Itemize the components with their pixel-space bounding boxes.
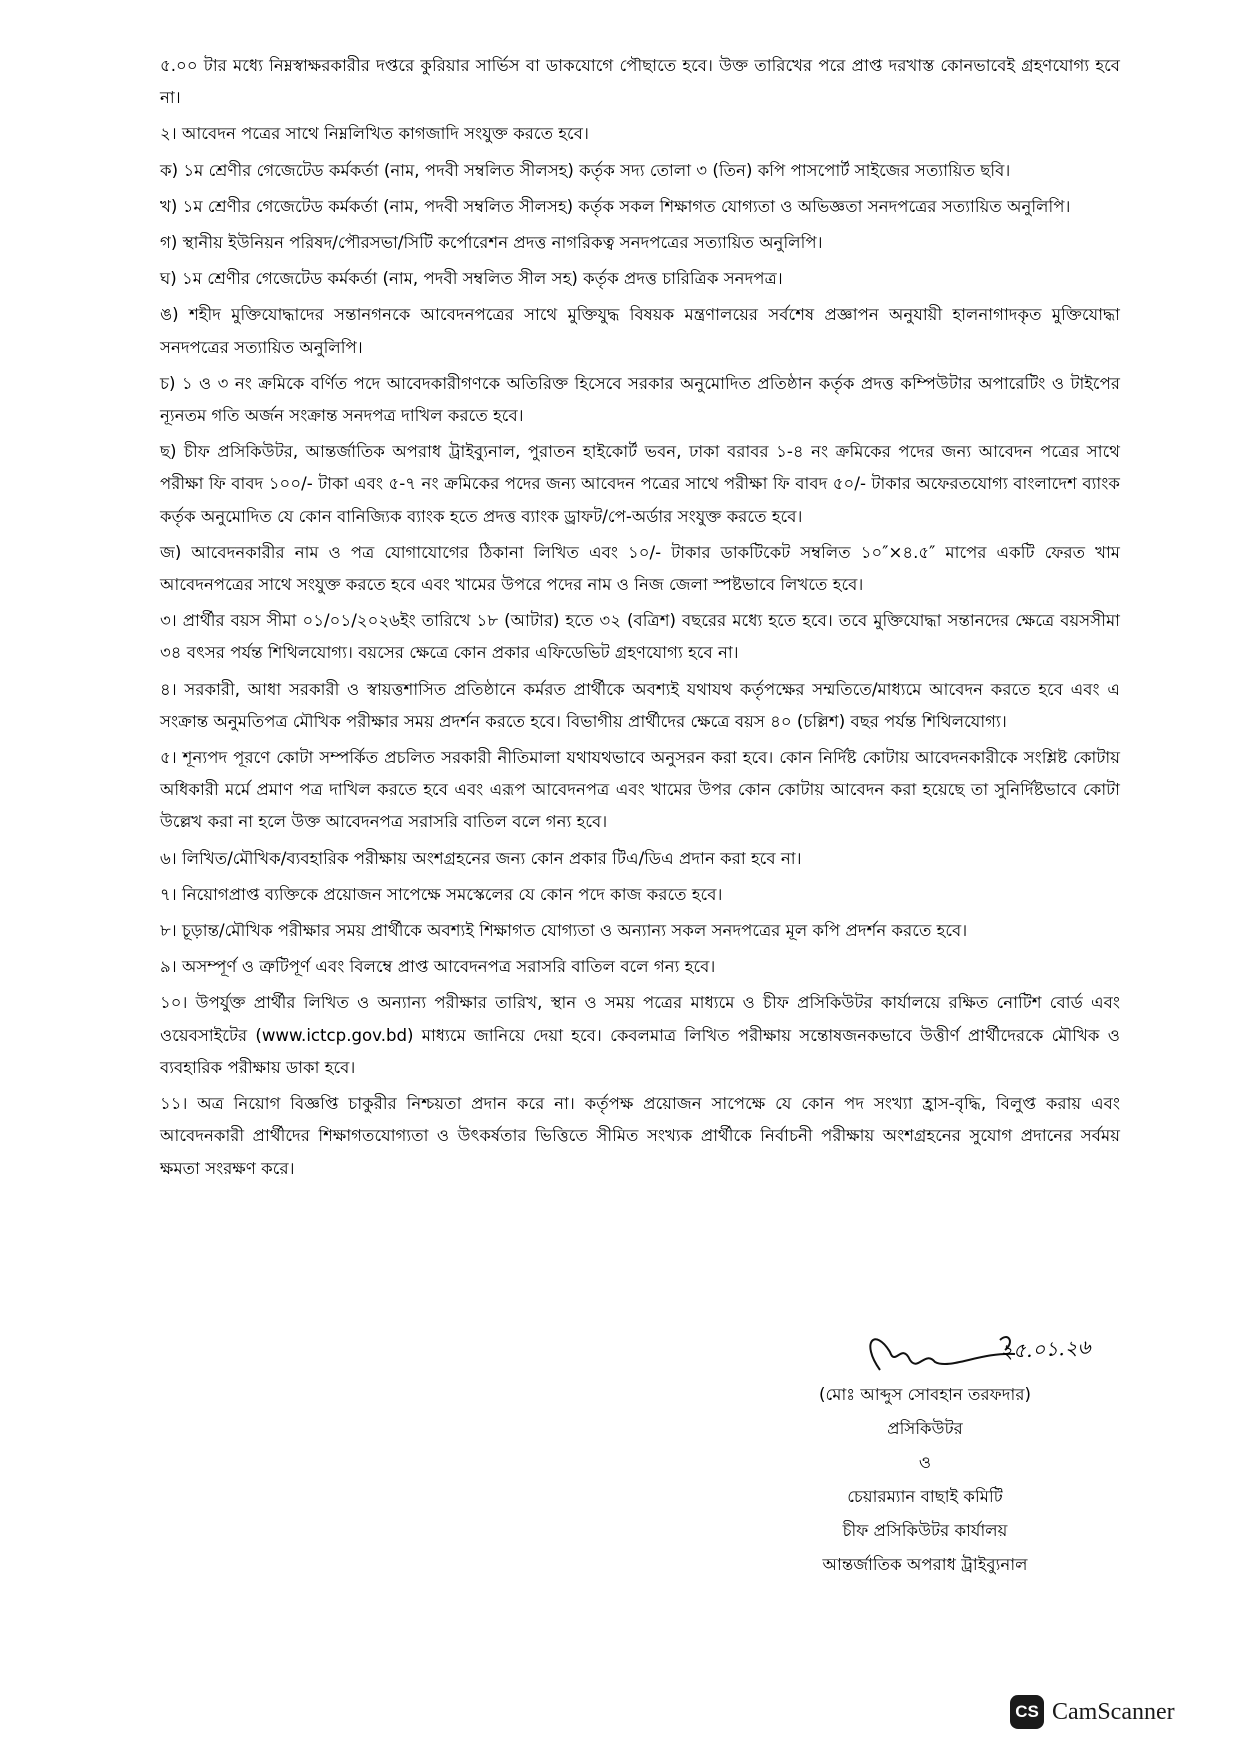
camscanner-watermark	[1010, 1690, 1175, 1734]
paragraph-9: ৯। অসম্পূর্ণ ও ত্রুটিপূর্ণ এবং বিলম্বে প্রাপ্ত আবেদনপত্র সরাসরি বাতিল বলে গন্য হবে।	[160, 957, 716, 977]
paragraph-3: ৩। প্রার্থীর বয়স সীমা ০১/০১/২০২৬ইং তারিখে ১৮ (আটার) হতে ৩২ (বত্রিশ) বছরের মধ্যে হতে হবে। তবে মুক্তিযোদ্ধা সন্তানদের ক্ষেত্রে বয়সসীমা ৩৪ বৎসর পর্যন্ত শিথিলযোগ্য। বয়সের ক্ষেত্রে কোন প্রকার এফিডেভিট গ্রহণযোগ্য হবে না।	[160, 611, 1120, 663]
paragraph-2: ২। আবেদন পত্রের সাথে নিম্নলিখিত কাগজাদি সংযুক্ত করতে হবে।	[160, 124, 589, 144]
camscanner-logo-icon: CS	[1010, 1695, 1044, 1729]
paragraph-2-uma: ঙ) শহীদ মুক্তিযোদ্ধাদের সন্তানগনকে আবেদনপত্রের সাথে মুক্তিযুদ্ধ বিষয়ক মন্ত্রণালয়ের সর্বশেষ প্রজ্ঞাপন অনুযায়ী হালনাগাদকৃত মুক্তিযোদ্ধা সনদপত্রের সত্যায়িত অনুলিপি।	[160, 305, 1120, 357]
paragraph-2-gha: ঘ) ১ম শ্রেণীর গেজেটেড কর্মকর্তা (নাম, পদবী সম্বলিত সীল সহ) কর্তৃক প্রদত্ত চারিত্রিক সনদপত্র।	[160, 269, 783, 289]
paragraph-4: ৪। সরকারী, আধা সরকারী ও স্বায়ত্তশাসিত প্রতিষ্ঠানে কর্মরত প্রার্থীকে অবশ্যই যথাযথ কর্তৃপক্ষের সম্মতিতে/মাধ্যমে আবেদন করতে হবে এবং এ সংক্রান্ত অনুমতিপত্র মৌখিক পরীক্ষার সময় প্রদর্শন করতে হবে। বিভাগীয় প্রার্থীদের ক্ষেত্রে বয়স ৪০ (চল্লিশ) বছর পর্যন্ত শিথিলযোগ্য।	[160, 679, 1120, 731]
paragraph-2-kha: খ) ১ম শ্রেণীর গেজেটেড কর্মকর্তা (নাম, পদবী সম্বলিত সীলসহ) কর্তৃক সকল শিক্ষাগত যোগ্যতা ও অভিজ্ঞতা সনদপত্রের সত্যায়িত অনুলিপি।	[160, 196, 1071, 216]
paragraph-11: ১১। অত্র নিয়োগ বিজ্ঞপ্তি চাকুরীর নিশ্চয়তা প্রদান করে না। কর্তৃপক্ষ প্রয়োজন সাপেক্ষে যে কোন পদ সংখ্যা হ্রাস-বৃদ্ধি, বিলুপ্ত করায় এবং আবেদনকারী প্রার্থীদের শিক্ষাগতযোগ্যতা ও উৎকর্ষতার ভিত্তিতে সীমিত সংখ্যক প্রার্থীকে নির্বাচনী পরীক্ষায় অংশগ্রহনের সুযোগ প্রদানের সর্বময় ক্ষমতা সংরক্ষণ করে।	[160, 1094, 1120, 1178]
signatory-office: চীফ প্রসিকিউটর কার্যালয়	[842, 1521, 1008, 1540]
paragraph-2-cha: চ) ১ ও ৩ নং ক্রমিকে বর্ণিত পদে আবেদকারীগণকে অতিরিক্ত হিসেবে সরকার অনুমোদিত প্রতিষ্ঠান কর্তৃক প্রদত্ত কম্পিউটার অপারেটিং ও টাইপের ন্যূনতম গতি অর্জন সংক্রান্ত সনদপত্র দাখিল করতে হবে।	[160, 373, 1120, 426]
paragraph-2-ga: গ) স্থানীয় ইউনিয়ন পরিষদ/পৌরসভা/সিটি কর্পোরেশন প্রদত্ত নাগরিকত্ব সনদপত্রের সত্যায়িত অনুলিপি।	[160, 233, 823, 253]
signatory-name: (মোঃ আব্দুস সোবহান তরফদার)	[819, 1385, 1031, 1404]
signatory-title: প্রসিকিউটর	[887, 1419, 963, 1438]
signatory-organization: আন্তর্জাতিক অপরাধ ট্রাইব্যুনাল	[822, 1555, 1028, 1574]
paragraph-5: ৫। শূন্যপদ পূরণে কোটা সম্পর্কিত প্রচলিত সরকারী নীতিমালা যথাযথভাবে অনুসরন করা হবে। কোন নির্দিষ্ট কোটায় আবেদনকারীকে সংশ্লিষ্ট কোটায় অধিকারী মর্মে প্রমাণ পত্র দাখিল করতে হবে এবং এরূপ আবেদনপত্র এবং খামের উপর কোন কোটায় আবেদন করা হয়েছে তা সুনির্দিষ্টভাবে কোটা উল্লেখ করা না হলে উক্ত আবেদনপত্র সরাসরি বাতিল বলে গন্য হবে।	[160, 748, 1120, 832]
signature-date: ২৫.০১.২৬	[999, 1334, 1092, 1364]
paragraph-6: ৬। লিখিত/মৌখিক/ব্যবহারিক পরীক্ষায় অংশগ্রহনের জন্য কোন প্রকার টিএ/ডিএ প্রদান করা হবে না।	[160, 848, 802, 868]
paragraph-2-ka: ক) ১ম শ্রেণীর গেজেটেড কর্মকর্তা (নাম, পদবী সম্বলিত সীলসহ) কর্তৃক সদ্য তোলা ৩ (তিন) কপি পাসপোর্ট সাইজের সত্যায়িত ছবি।	[160, 160, 1011, 180]
signatory-committee: চেয়ারম্যান বাছাই কমিটি	[847, 1487, 1003, 1506]
signatory-conjunction: ও	[918, 1453, 932, 1472]
paragraph-2-chha: ছ) চীফ প্রসিকিউটর, আন্তর্জাতিক অপরাধ ট্রাইব্যুনাল, পুরাতন হাইকোর্ট ভবন, ঢাকা বরাবর ১-৪ নং ক্রমিকের পদের জন্য আবেদন পত্রের সাথে পরীক্ষা ফি বাবদ ১০০/- টাকা এবং ৫-৭ নং ক্রমিকের পদের জন্য আবেদন পত্রের সাথে পরীক্ষা ফি বাবদ ৫০/- টাকার অফেরতযোগ্য বাংলাদেশ ব্যাংক কর্তৃক অনুমোদিত যে কোন বানিজ্যিক ব্যাংক হতে প্রদত্ত ব্যাংক ড্রাফট/পে-অর্ডার সংযুক্ত করতে হবে।	[160, 442, 1120, 526]
camscanner-label: CamScanner	[1052, 1698, 1175, 1725]
paragraph-intro: ৫.০০ টার মধ্যে নিম্নস্বাক্ষরকারীর দপ্তরে কুরিয়ার সার্ভিস বা ডাকযোগে পৌছাতে হবে। উক্ত তারিখের পরে প্রাপ্ত দরখাস্ত কোনভাবেই গ্রহণযোগ্য হবে না।	[160, 56, 1120, 108]
paragraph-7: ৭। নিয়োগপ্রাপ্ত ব্যক্তিকে প্রয়োজন সাপেক্ষে সমস্কেলের যে কোন পদে কাজ করতে হবে।	[160, 884, 723, 904]
paragraph-8: ৮। চূড়ান্ত/মৌখিক পরীক্ষার সময় প্রার্থীকে অবশ্যই শিক্ষাগত যোগ্যতা ও অন্যান্য সকল সনদপত্রের মূল কপি প্রদর্শন করতে হবে।	[160, 921, 968, 941]
signature-block	[760, 1378, 1090, 1582]
paragraph-10: ১০। উপর্যুক্ত প্রার্থীর লিখিত ও অন্যান্য পরীক্ষার তারিখ, স্থান ও সময় পত্রের মাধ্যমে ও চীফ প্রসিকিউটর কার্যালয়ে রক্ষিত নোটিশ বোর্ড এবং ওয়েবসাইটের (www.ictcp.gov.bd) মাধ্যমে জানিয়ে দেয়া হবে। কেবলমাত্র লিখিত পরীক্ষায় সন্তোষজনকভাবে উত্তীর্ণ প্রার্থীদেরকে মৌখিক ও ব্যবহারিক পরীক্ষায় ডাকা হবে।	[160, 993, 1120, 1077]
paragraph-2-ja: জ) আবেদনকারীর নাম ও পত্র যোগাযোগের ঠিকানা লিখিত এবং ১০/- টাকার ডাকটিকেট সম্বলিত ১০″×৪.৫″ মাপের একটি ফেরত খাম আবেদনপত্রের সাথে সংযুক্ত করতে হবে এবং খামের উপরে পদের নাম ও নিজ জেলা স্পষ্টভাবে লিখতে হবে।	[160, 542, 1120, 595]
notice-body	[160, 50, 1120, 1185]
